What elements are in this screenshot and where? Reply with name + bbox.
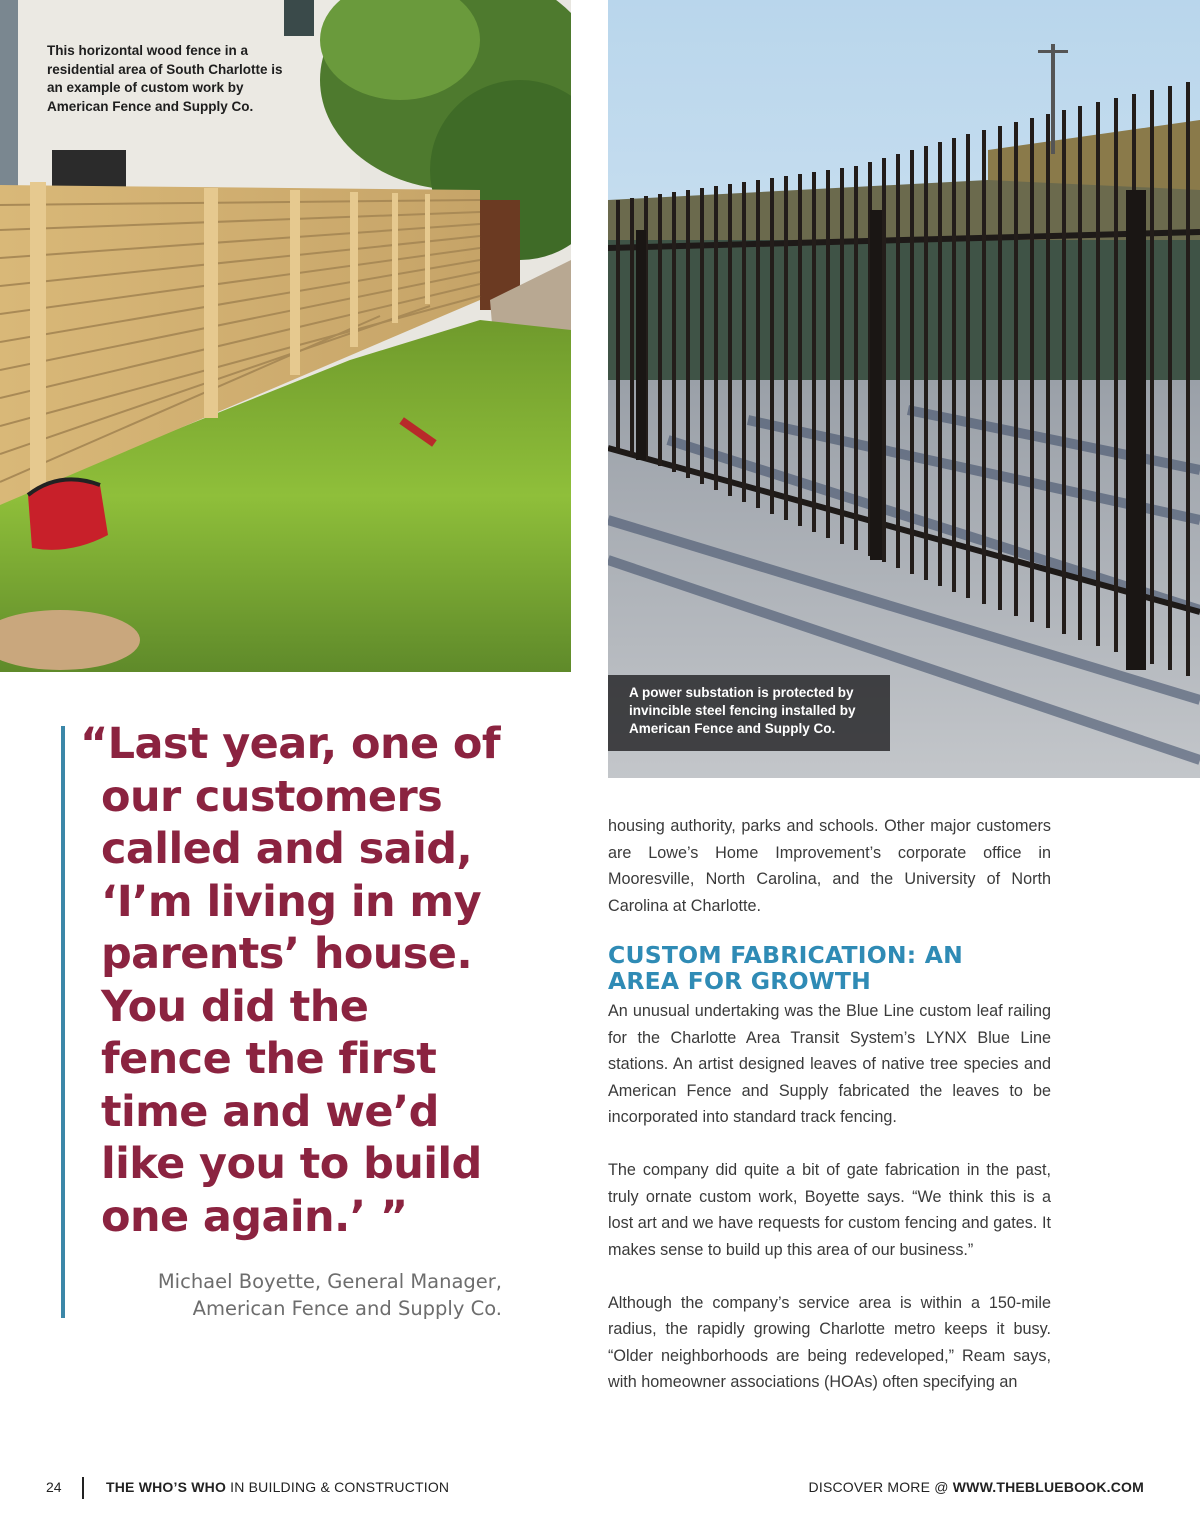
- pull-quote-bar: [61, 726, 65, 1318]
- section-heading: [608, 942, 1058, 994]
- steel-fence-caption: A power substation is protected by invincible steel fencing installed by American Fence and Supply Co.: [608, 675, 890, 751]
- article-body: [608, 998, 1051, 1396]
- attribution-name: Michael Boyette, General Manager,: [157, 1270, 502, 1293]
- body-paragraph: Although the company’s service area is within a 150-mile radius, the rapidly growing Charlotte metro keeps it busy. “Older neighborhoods are being redeveloped,” Ream says, with homeowner associations (HOAs) often specifying an: [608, 1293, 1051, 1391]
- pull-quote-line: like you to build: [101, 1139, 482, 1189]
- discover-label: DISCOVER MORE @: [808, 1479, 953, 1495]
- wood-fence-caption: This horizontal wood fence in a residential area of South Charlotte is an example of custom work by American Fence and Supply Co.: [47, 43, 283, 114]
- pull-quote-line: ‘I’m living in my: [101, 876, 482, 927]
- section-heading-line: CUSTOM FABRICATION: AN: [608, 941, 963, 969]
- page-footer: [0, 1477, 1200, 1499]
- body-paragraph: The company did quite a bit of gate fabrication in the past, truly ornate custom work, Boyette says. “We think this is a lost art and we have requests for custom fencing and gates. It makes sense to build up this area of our business.”: [608, 1161, 1051, 1259]
- pull-quote-attribution: [158, 1268, 502, 1322]
- pull-quote-line: time and we’d: [101, 1086, 439, 1137]
- discover-more: [809, 1479, 1144, 1495]
- publication-title: [106, 1479, 449, 1495]
- pull-quote-line: one again.’ ”: [101, 1191, 408, 1242]
- pull-quote-line: parents’ house.: [101, 929, 473, 979]
- pull-quote: [80, 718, 550, 1243]
- pull-quote-line: “Last year, one of: [80, 719, 500, 769]
- section-heading-line: AREA FOR GROWTH: [608, 967, 871, 995]
- pull-quote-line: You did the: [101, 981, 369, 1032]
- steel-fence-photo: [608, 0, 1200, 778]
- attribution-company: American Fence and Supply Co.: [192, 1297, 502, 1320]
- website-link[interactable]: WWW.THEBLUEBOOK.COM: [952, 1479, 1144, 1495]
- publication-title-rest: IN BUILDING & CONSTRUCTION: [226, 1479, 450, 1495]
- publication-title-bold: THE WHO’S WHO: [106, 1479, 227, 1495]
- article-intro: [608, 813, 1051, 919]
- page-number: 24: [46, 1479, 62, 1495]
- pull-quote-line: fence the first: [101, 1034, 437, 1084]
- pull-quote-line: our customers: [101, 771, 443, 822]
- body-paragraph: An unusual undertaking was the Blue Line custom leaf railing for the Charlotte Area Transit System’s LYNX Blue Line stations. An artist designed leaves of native tree species and American Fence and Supply fabricated the leaves to be incorporated into standard track fencing.: [608, 1002, 1051, 1126]
- footer-divider: [82, 1477, 84, 1499]
- intro-paragraph: housing authority, parks and schools. Other major customers are Lowe’s Home Improvement’s corporate office in Mooresville, North Carolina, and the University of North Carolina at Charlotte.: [608, 817, 1051, 915]
- pull-quote-line: called and said,: [101, 824, 473, 874]
